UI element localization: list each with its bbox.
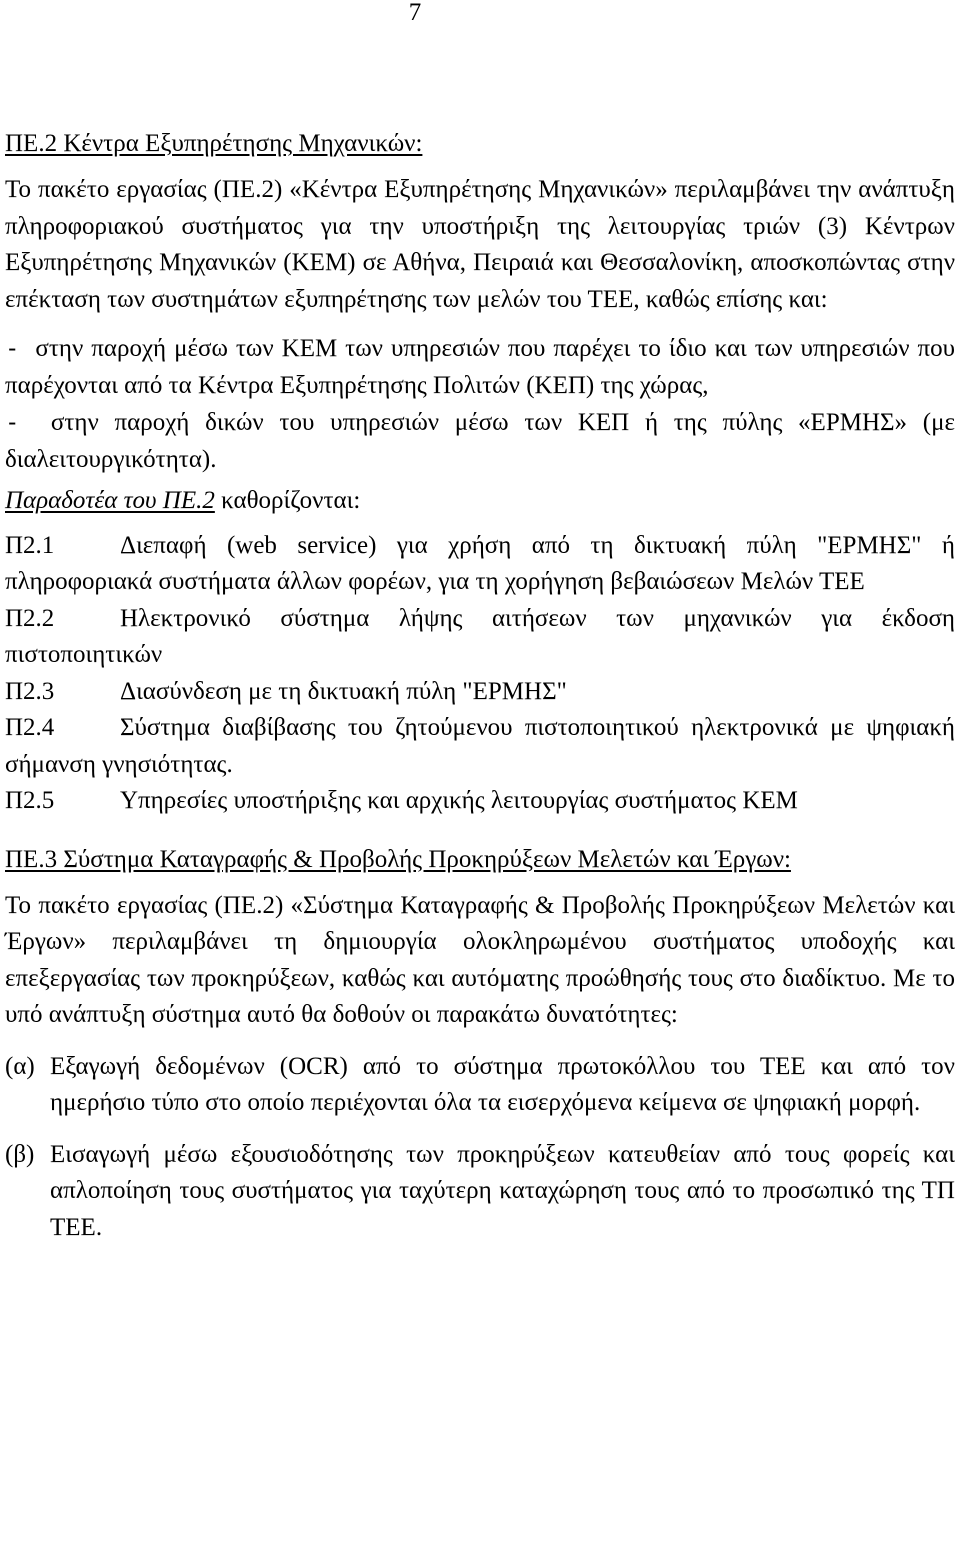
list-item-label: (β) [5,1140,35,1168]
section-pe3-intro: Το πακέτο εργασίας (ΠΕ.2) «Σύστημα Καταγραφής & Προβολής Προκηρύξεων Μελετών και Έργων» περιλαμβάνει τη δημιουργία ολοκληρωμένου συστήματος υποδοχής και επεξεργασίας των προκηρύξεων, καθώς και αυτόματης προώθησής τους στο διαδίκτυο. Με το υπό ανάπτυξη σύστημα αυτό θα δοθούν οι παρακάτω δυνατότητες: [5,891,955,1028]
deliverable-row [5,674,955,711]
deliverable-text: Ηλεκτρονικό σύστημα λήψης αιτήσεων των μηχανικών για έκδοση πιστοποιητικών [5,604,955,668]
deliverables-link[interactable]: Παραδοτέα του ΠΕ.2 [5,487,215,514]
deliverable-text: Διασύνδεση με τη δικτυακή πύλη "ΕΡΜΗΣ" [120,677,567,705]
deliverable-code: Π2.4 [5,714,55,741]
deliverable-code: Π2.5 [5,787,55,814]
list-item-text: Εξαγωγή δεδομένων (OCR) από το σύστημα πρωτοκόλλου του ΤΕΕ και από τον ημερήσιο τύπο στο οποίο περιέχονται όλα τα εισερχόμενα κείμενα σε ψηφιακή μορφή. [50,1052,955,1116]
deliverable-text: Διεπαφή (web service) για χρήση από τη δικτυακή πύλη "ΕΡΜΗΣ" ή πληροφοριακά συστήματα άλλων φορέων, για τη χορήγηση βεβαιώσεων Μελών ΤΕΕ [5,531,955,595]
deliverables-intro-text: καθορίζονται: [214,487,361,514]
bullet-item [5,330,955,404]
list-item-label: (α) [5,1052,35,1080]
bullet-text: στην παροχή μέσω των ΚΕΜ των υπηρεσιών που παρέχει το ίδιο και των υπηρεσιών που παρέχονται από τα Κέντρα Εξυπηρέτησης Πολιτών (ΚΕΠ) της χώρας, [5,335,955,399]
deliverable-code: Π2.2 [5,604,55,632]
list-item-text: Εισαγωγή μέσω εξουσιοδότησης των προκηρύξεων κατευθείαν από τους φορείς και απλοποίηση τους συστήματος για ταχύτερη καταχώρηση τους από το προσωπικό της ΤΠ ΤΕΕ. [50,1140,955,1241]
section-pe2-intro: Το πακέτο εργασίας (ΠΕ.2) «Κέντρα Εξυπηρέτησης Μηχανικών» περιλαμβάνει την ανάπτυξη πληροφοριακού συστήματος για την υποστήριξη της λειτουργίας τριών (3) Κέντρων Εξυπηρέτησης Μηχανικών (ΚΕΜ) σε Αθήνα, Πειραιά και Θεσσαλονίκη, αποσκοπώντας στην επέκταση των συστημάτων εξυπηρέτησης των μελών του ΤΕΕ, καθώς επίσης και: [5,176,955,313]
page-number: 7 [408,0,422,26]
dash-marker: - [5,408,20,436]
list-item [5,1137,955,1247]
document-body [5,126,955,1246]
bullet-text: στην παροχή δικών του υπηρεσιών μέσω των ΚΕΠ ή της πύλης «ΕΡΜΗΣ» (με διαλειτουργικότητα). [5,409,955,473]
deliverables-intro [5,483,955,520]
section-pe3-heading: ΠΕ.3 Σύστημα Καταγραφής & Προβολής Προκηρύξεων Μελετών και Έργων: [5,845,791,873]
dash-marker: - [5,334,20,362]
list-item [5,1049,955,1122]
bullet-item [5,404,955,478]
deliverable-text: Υπηρεσίες υποστήριξης και αρχικής λειτουργίας συστήματος ΚΕΜ [120,787,798,814]
deliverable-code: Π2.3 [5,677,55,705]
deliverable-text: Σύστημα διαβίβασης του ζητούμενου πιστοποιητικού ηλεκτρονικά με ψηφιακή σήμανση γνησιότητας. [5,714,955,778]
section-pe2-heading: ΠΕ.2 Κέντρα Εξυπηρέτησης Μηχανικών: [5,130,423,157]
deliverable-code: Π2.1 [5,531,55,559]
